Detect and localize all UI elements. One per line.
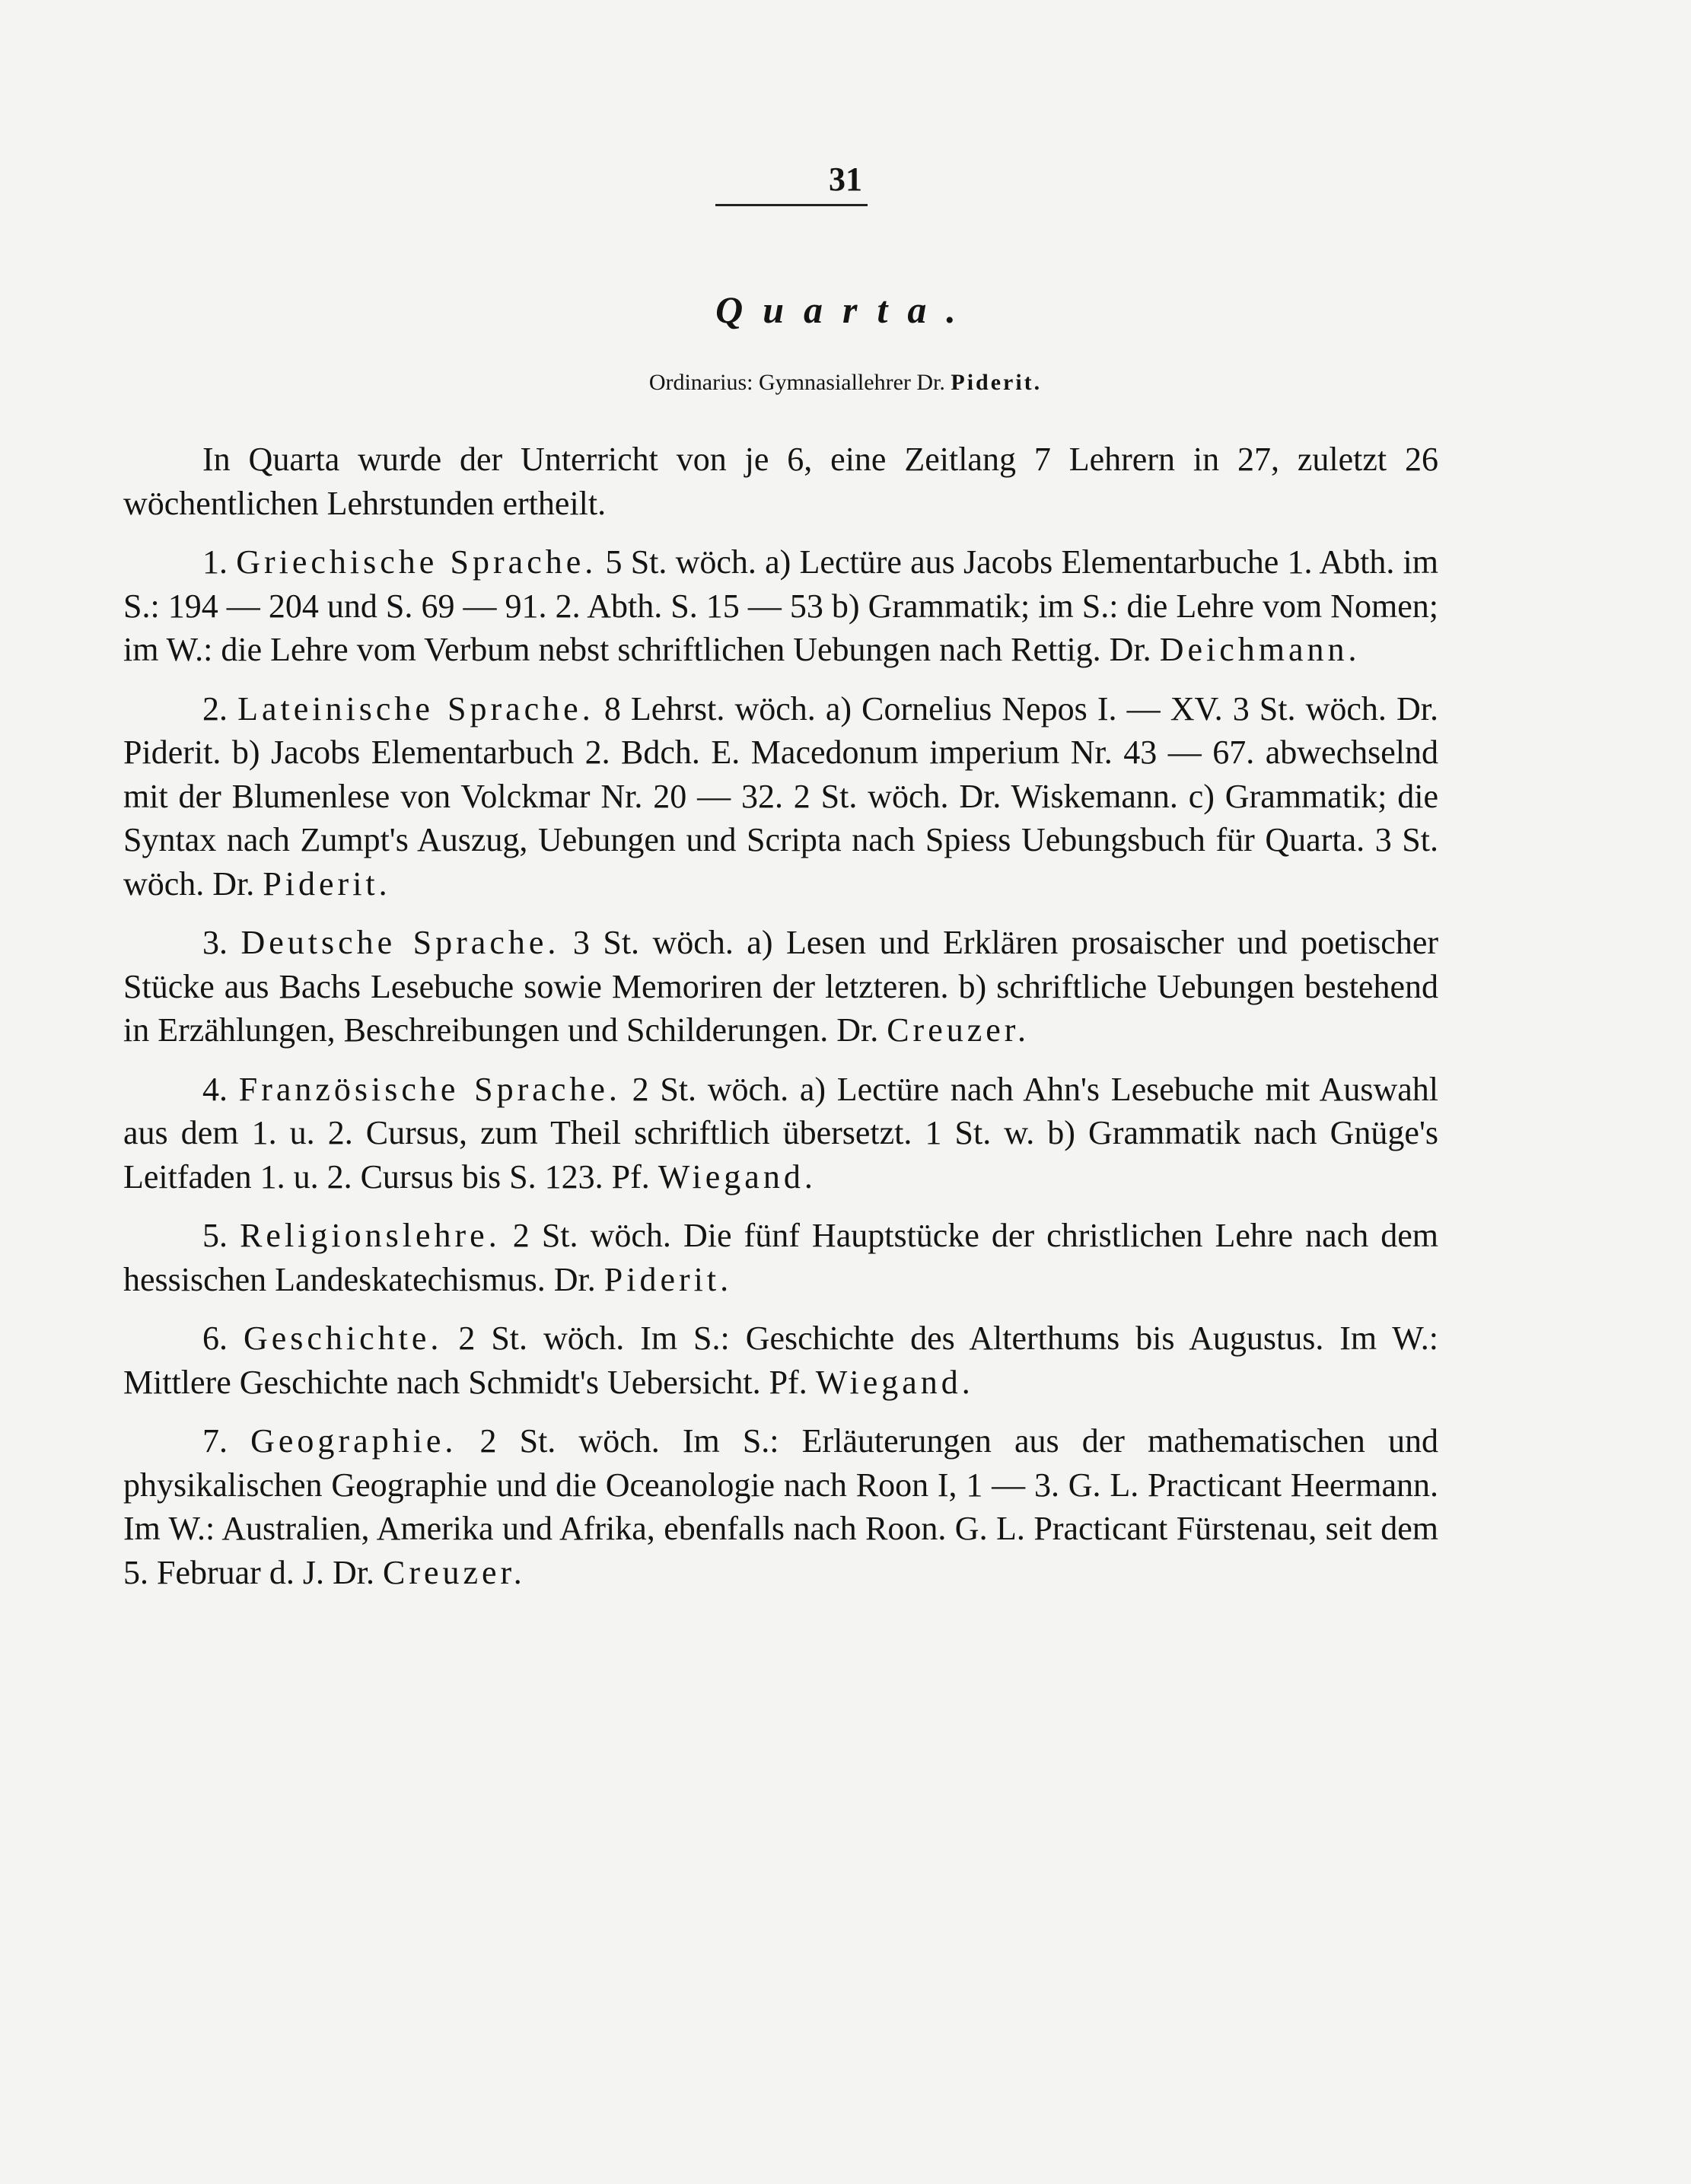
subject-number: 6. — [202, 1320, 228, 1357]
subject-paragraph — [123, 1068, 1438, 1199]
subject-name: Französische Sprache. — [238, 1070, 621, 1108]
subject-name: Griechische Sprache. — [236, 543, 597, 581]
subject-number: 3. — [202, 924, 228, 961]
subject-number: 5. — [202, 1217, 228, 1254]
ordinarius-label: Ordinarius: — [648, 370, 753, 395]
subject-paragraph — [123, 1419, 1438, 1594]
subject-text: 2 St. wöch. Im S.: Erläuterungen aus der mathematischen und physikalischen Geographie und die Oceanologie nach Roon I, 1 — 3. G. L. Practicant Heermann. Im W.: Australien, Amerika und Afrika, ebenfalls nach Roon. G. L. Practicant Fürstenau, seit dem 5. Februar d. J. Dr. — [123, 1422, 1439, 1591]
subject-teacher: Creuzer. — [887, 1011, 1030, 1049]
subject-text: 8 Lehrst. wöch. a) Cornelius Nepos I. — XV. 3 St. wöch. Dr. Piderit. b) Jacobs Elementarbuch 2. Bdch. E. Macedonum imperium Nr. 43 — 67. abwechselnd mit der Blumenlese von Volckmar Nr. 20 — 32. 2 St. wöch. Dr. Wiskemann. c) Grammatik; die Syntax nach Zumpt's Auszug, Uebungen und Scripta nach Spiess Uebungsbuch für Quarta. 3 St. wöch. Dr. — [123, 689, 1439, 903]
intro-paragraph: In Quarta wurde der Unterricht von je 6, eine Zeitlang 7 Lehrern in 27, zuletzt 26 wöchentlichen Lehrstunden ertheilt. — [123, 441, 1438, 522]
subject-name: Geographie. — [250, 1422, 457, 1460]
page-number: 31 — [829, 161, 862, 198]
subject-teacher: Deichmann. — [1159, 631, 1361, 668]
subject-teacher: Piderit. — [263, 864, 391, 903]
subject-teacher: Wiegand. — [658, 1157, 817, 1195]
subject-name: Deutsche Sprache. — [240, 924, 560, 961]
subject-paragraph — [123, 1214, 1438, 1301]
subject-paragraph — [123, 540, 1438, 672]
document-body — [123, 438, 1438, 1609]
subject-text: 5 St. wöch. a) Lectüre aus Jacobs Elementarbuche 1. Abth. im S.: 194 — 204 und S. 69 — 91. 2. Abth. S. 15 — 53 b) Grammatik; im S.: die Lehre vom Nomen; im W.: die Lehre vom Verbum nebst schriftlichen Uebungen nach Rettig. Dr. — [123, 543, 1438, 668]
subject-number: 4. — [202, 1070, 228, 1108]
subject-text: 2 St. wöch. Die fünf Hauptstücke der christlichen Lehre nach dem hessischen Landeskatechismus. Dr. — [123, 1217, 1439, 1298]
subject-paragraph — [123, 1316, 1438, 1404]
section-title: Quarta. — [715, 288, 976, 331]
subject-text: 3 St. wöch. a) Lesen und Erklären prosaischer und poetischer Stücke aus Bachs Lesebuche sowie Memoriren der letzteren. b) schriftliche Uebungen bestehend in Erzählungen, Beschreibungen und Schilderungen. Dr. — [123, 924, 1439, 1049]
ordinarius-line — [0, 370, 1691, 396]
subject-name: Religionslehre. — [240, 1217, 501, 1254]
subject-paragraph — [123, 921, 1438, 1052]
subject-number: 1. — [202, 543, 228, 581]
subject-teacher: Creuzer. — [382, 1553, 526, 1591]
subject-teacher: Piderit. — [603, 1260, 733, 1298]
subject-text: 2 St. wöch. Im S.: Geschichte des Alterthums bis Augustus. Im W.: Mittlere Geschichte nach Schmidt's Uebersicht. Pf. — [123, 1320, 1439, 1401]
page-number-rule — [715, 204, 868, 206]
subject-number: 7. — [202, 1422, 228, 1460]
subject-teacher: Wiegand. — [815, 1363, 974, 1401]
ordinarius-name: Piderit. — [951, 370, 1043, 395]
subject-text: 2 St. wöch. a) Lectüre nach Ahn's Lesebuche mit Auswahl aus dem 1. u. 2. Cursus, zum Theil schriftlich übersetzt. 1 St. w. b) Grammatik nach Gnüge's Leitfaden 1. u. 2. Cursus bis S. 123. Pf. — [123, 1070, 1438, 1195]
subject-paragraph — [123, 687, 1438, 906]
ordinarius-text: Gymnasiallehrer Dr. — [758, 370, 945, 395]
subject-name: Lateinische Sprache. — [237, 689, 594, 727]
subject-name: Geschichte. — [243, 1320, 443, 1357]
subject-number: 2. — [202, 689, 228, 727]
